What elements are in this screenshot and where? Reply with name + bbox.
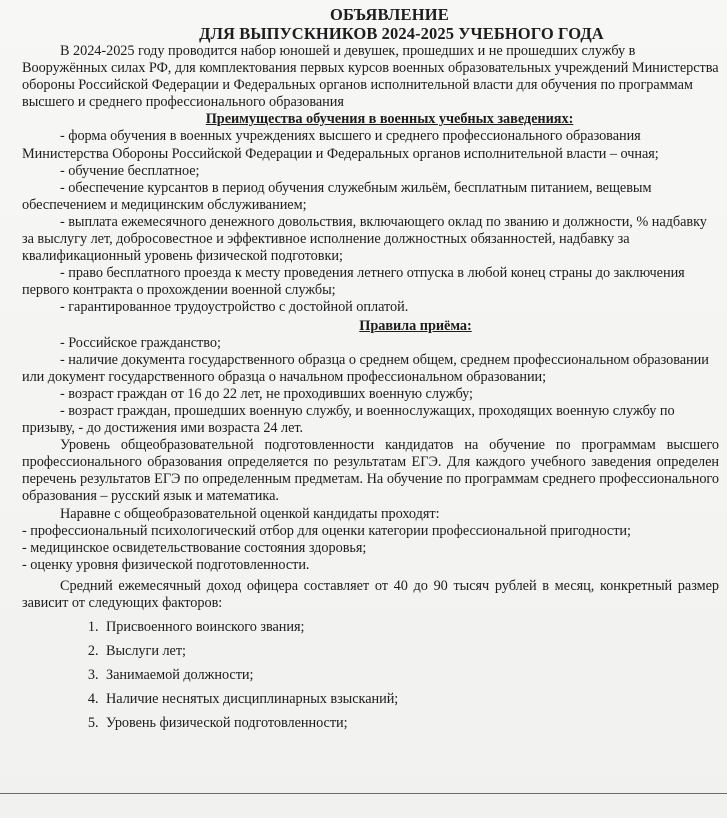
alongside-item: - оценку уровня физической подготовленности. bbox=[22, 556, 310, 573]
rule-item: - возраст граждан от 16 до 22 лет, не проходивших военную службу; bbox=[60, 385, 473, 402]
advantages-heading: Преимущества обучения в военных учебных заведениях: bbox=[205, 111, 574, 128]
factor-item: 5. Уровень физической подготовленности; bbox=[102, 711, 719, 735]
intro-paragraph: В 2024-2025 году проводится набор юношей и девушек, прошедших и не прошедших службу в Вооружённых силах РФ, для комплектования первых курсов военных образовательных учреждений Министерства обороны Российской Федерации и Федеральных органов исполнительной власти для обучения по программам высшего и среднего профессионального образования bbox=[22, 43, 719, 111]
factor-item: 3. Занимаемой должности; bbox=[102, 663, 719, 687]
rule-item: - наличие документа государственного образца о среднем общем, среднем профессиональном образовании или документ государственного образца о начальном профессиональном образовании; bbox=[22, 351, 709, 385]
advantage-item: - форма обучения в военных учреждениях высшего и среднего профессионального образования Министерства Обороны Российской Федерации и Федеральных органов исполнительной власти – очная; bbox=[22, 128, 659, 162]
alongside-intro: Наравне с общеобразовательной оценкой кандидаты проходят: bbox=[60, 505, 440, 522]
page-bottom-divider bbox=[0, 793, 727, 794]
preparation-paragraph: Уровень общеобразовательной подготовленности кандидатов на обучение по программам высшего профессионального образования определяется по результатам ЕГЭ. Для каждого учебного заведения определен перечень результатов ЕГЭ по определенным предметам. На обучение по программам среднего профессионального образования – русский язык и математика. bbox=[22, 437, 719, 505]
advantage-item: - гарантированное трудоустройство с достойной оплатой. bbox=[60, 299, 409, 316]
announcement-subtitle: ДЛЯ ВЫПУСКНИКОВ 2024-2025 УЧЕБНОГО ГОДА bbox=[199, 24, 604, 43]
announcement-title: ОБЪЯВЛЕНИЕ bbox=[329, 5, 449, 24]
advantage-item: - обучение бесплатное; bbox=[60, 162, 200, 179]
factor-item: 2. Выслуги лет; bbox=[102, 639, 719, 663]
factors-list bbox=[22, 615, 719, 735]
alongside-item: - медицинское освидетельствование состояния здоровья; bbox=[22, 539, 367, 556]
rule-item: - Российское гражданство; bbox=[60, 334, 221, 351]
advantage-item: - право бесплатного проезда к месту проведения летнего отпуска в любой конец страны до заключения первого контракта о прохождении военной службы; bbox=[22, 265, 685, 299]
factor-item: 1. Присвоенного воинского звания; bbox=[102, 615, 719, 639]
rules-heading: Правила приёма: bbox=[359, 317, 472, 334]
advantage-item: - обеспечение курсантов в период обучения служебным жильём, бесплатным питанием, вещевым обеспечением и медицинским обслуживанием; bbox=[22, 179, 652, 213]
factor-item: 4. Наличие неснятых дисциплинарных взысканий; bbox=[102, 687, 719, 711]
advantage-item: - выплата ежемесячного денежного довольствия, включающего оклад по званию и должности, % надбавку за выслугу лет, добросовестное и эффективное исполнение должностных обязанностей, надбавку за квалификационный уровень физической подготовки; bbox=[22, 213, 707, 265]
alongside-item: - профессиональный психологический отбор для оценки категории профессиональной пригодности; bbox=[22, 522, 631, 539]
rule-item: - возраст граждан, прошедших военную службу, и военнослужащих, проходящих военную службу по призыву, - до достижения ими возраста 24 лет. bbox=[22, 402, 675, 437]
income-paragraph: Средний ежемесячный доход офицера составляет от 40 до 90 тысяч рублей в месяц, конкретный размер зависит от следующих факторов: bbox=[22, 577, 719, 611]
